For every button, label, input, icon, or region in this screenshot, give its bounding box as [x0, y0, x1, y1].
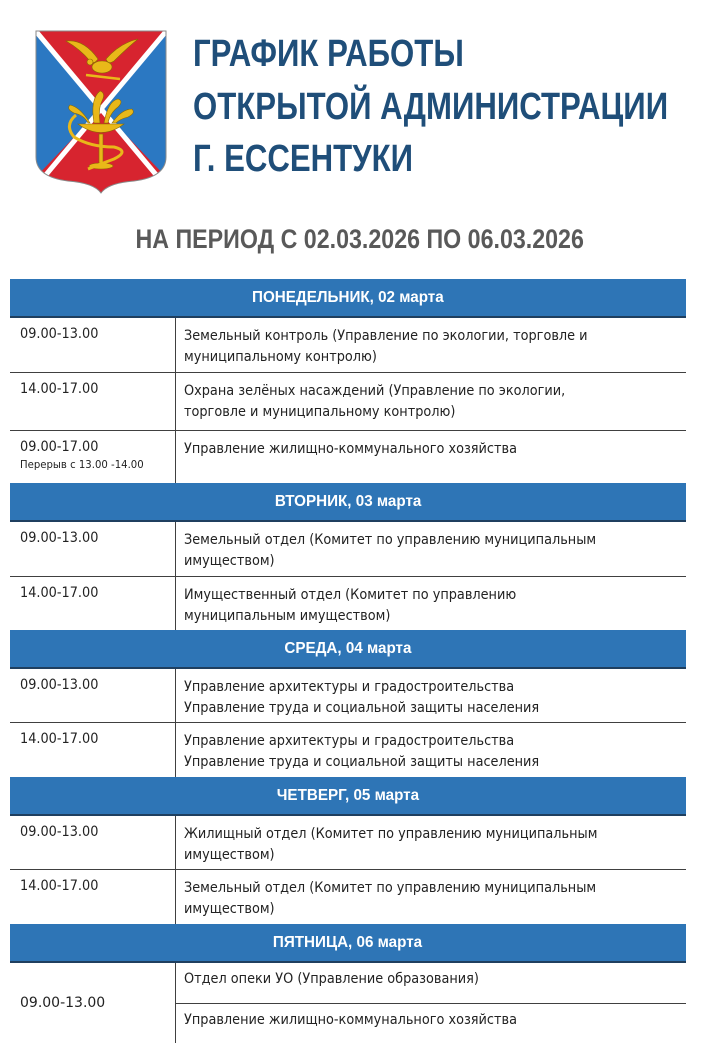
- department-cell: [176, 431, 686, 483]
- department-cell: [176, 723, 686, 777]
- time-text: 09.00-13.00: [20, 824, 99, 840]
- department-line: Управление труда и социальной защиты населения: [184, 700, 540, 716]
- department-cell: [176, 577, 686, 630]
- table-row: [10, 816, 686, 870]
- schedule-table: [10, 279, 686, 1043]
- time-text: 09.00-17.00: [20, 439, 99, 455]
- day-header-wednesday: [10, 630, 686, 669]
- period-heading: [0, 222, 720, 256]
- department-line: имуществом): [184, 847, 275, 863]
- table-row: [10, 963, 686, 1043]
- coat-of-arms-emblem: [34, 29, 168, 194]
- page-title: [193, 28, 668, 186]
- time-text: 09.00-13.00: [20, 530, 99, 546]
- department-line: имуществом): [184, 901, 275, 917]
- department-line: Управление жилищно-коммунального хозяйства: [184, 441, 517, 457]
- department-cell: [176, 669, 686, 722]
- department-subrow: [176, 963, 686, 1003]
- table-row: [10, 870, 686, 924]
- day-label: ЧЕТВЕРГ, 05 марта: [276, 787, 420, 804]
- table-row: [10, 373, 686, 431]
- period-text: НА ПЕРИОД С 02.03.2026 ПО 06.03.2026: [135, 224, 585, 254]
- department-line: торговле и муниципальному контролю): [184, 404, 456, 420]
- title-line: Г. ЕССЕНТУКИ: [193, 138, 414, 180]
- department-line: Земельный контроль (Управление по экологии, торговле и: [184, 328, 588, 344]
- time-cell: [10, 816, 176, 869]
- time-cell: [10, 318, 176, 372]
- break-note: Перерыв с 13.00 -14.00: [20, 458, 144, 471]
- time-cell: [10, 963, 176, 1043]
- time-cell: [10, 431, 176, 483]
- department-line: имуществом): [184, 553, 275, 569]
- day-header-tuesday: [10, 483, 686, 522]
- department-line: Земельный отдел (Комитет по управлению муниципальным: [184, 880, 597, 896]
- time-cell: [10, 577, 176, 630]
- day-label: ПЯТНИЦА, 06 марта: [273, 934, 423, 951]
- department-subrow: [176, 1003, 686, 1043]
- department-line: Управление жилищно-коммунального хозяйства: [184, 1012, 517, 1028]
- department-line: Отдел опеки УО (Управление образования): [184, 971, 479, 987]
- time-text: 09.00-13.00: [20, 326, 99, 342]
- department-line: Жилищный отдел (Комитет по управлению муниципальным: [184, 826, 598, 842]
- table-row: [10, 723, 686, 777]
- time-text: 14.00-17.00: [20, 878, 99, 894]
- time-cell: [10, 669, 176, 722]
- department-cell: [176, 870, 686, 924]
- time-cell: [10, 723, 176, 777]
- time-cell: [10, 373, 176, 430]
- day-label: СРЕДА, 04 марта: [284, 640, 412, 657]
- department-line: Охрана зелёных насаждений (Управление по экологии,: [184, 383, 566, 399]
- table-row: [10, 318, 686, 373]
- title-line: ГРАФИК РАБОТЫ: [193, 33, 464, 75]
- day-header-thursday: [10, 777, 686, 816]
- time-text: 09.00-13.00: [20, 677, 99, 693]
- time-cell: [10, 522, 176, 576]
- table-row: [10, 577, 686, 630]
- table-row: [10, 431, 686, 483]
- department-line: Управление архитектуры и градостроительства: [184, 679, 515, 695]
- department-cell: [176, 318, 686, 372]
- department-line: муниципальному контролю): [184, 349, 377, 365]
- day-header-monday: [10, 279, 686, 318]
- table-row: [10, 669, 686, 723]
- time-text: 14.00-17.00: [20, 585, 99, 601]
- table-row: [10, 522, 686, 577]
- time-text: 14.00-17.00: [20, 381, 99, 397]
- department-line: Земельный отдел (Комитет по управлению муниципальным: [184, 532, 597, 548]
- department-cell: [176, 373, 686, 430]
- department-line: Управление архитектуры и градостроительства: [184, 733, 515, 749]
- day-label: ВТОРНИК, 03 марта: [274, 493, 422, 510]
- department-line: муниципальным имуществом): [184, 608, 391, 624]
- department-line: Управление труда и социальной защиты населения: [184, 754, 540, 770]
- day-label: ПОНЕДЕЛЬНИК, 02 марта: [252, 289, 444, 306]
- day-header-friday: [10, 924, 686, 963]
- department-line: Имущественный отдел (Комитет по управлению: [184, 587, 517, 603]
- department-cell: [176, 963, 686, 1043]
- time-cell: [10, 870, 176, 924]
- department-cell: [176, 522, 686, 576]
- department-cell: [176, 816, 686, 869]
- title-line: ОТКРЫТОЙ АДМИНИСТРАЦИИ: [193, 85, 669, 128]
- time-text: 09.00-13.00: [20, 995, 106, 1011]
- time-text: 14.00-17.00: [20, 731, 99, 747]
